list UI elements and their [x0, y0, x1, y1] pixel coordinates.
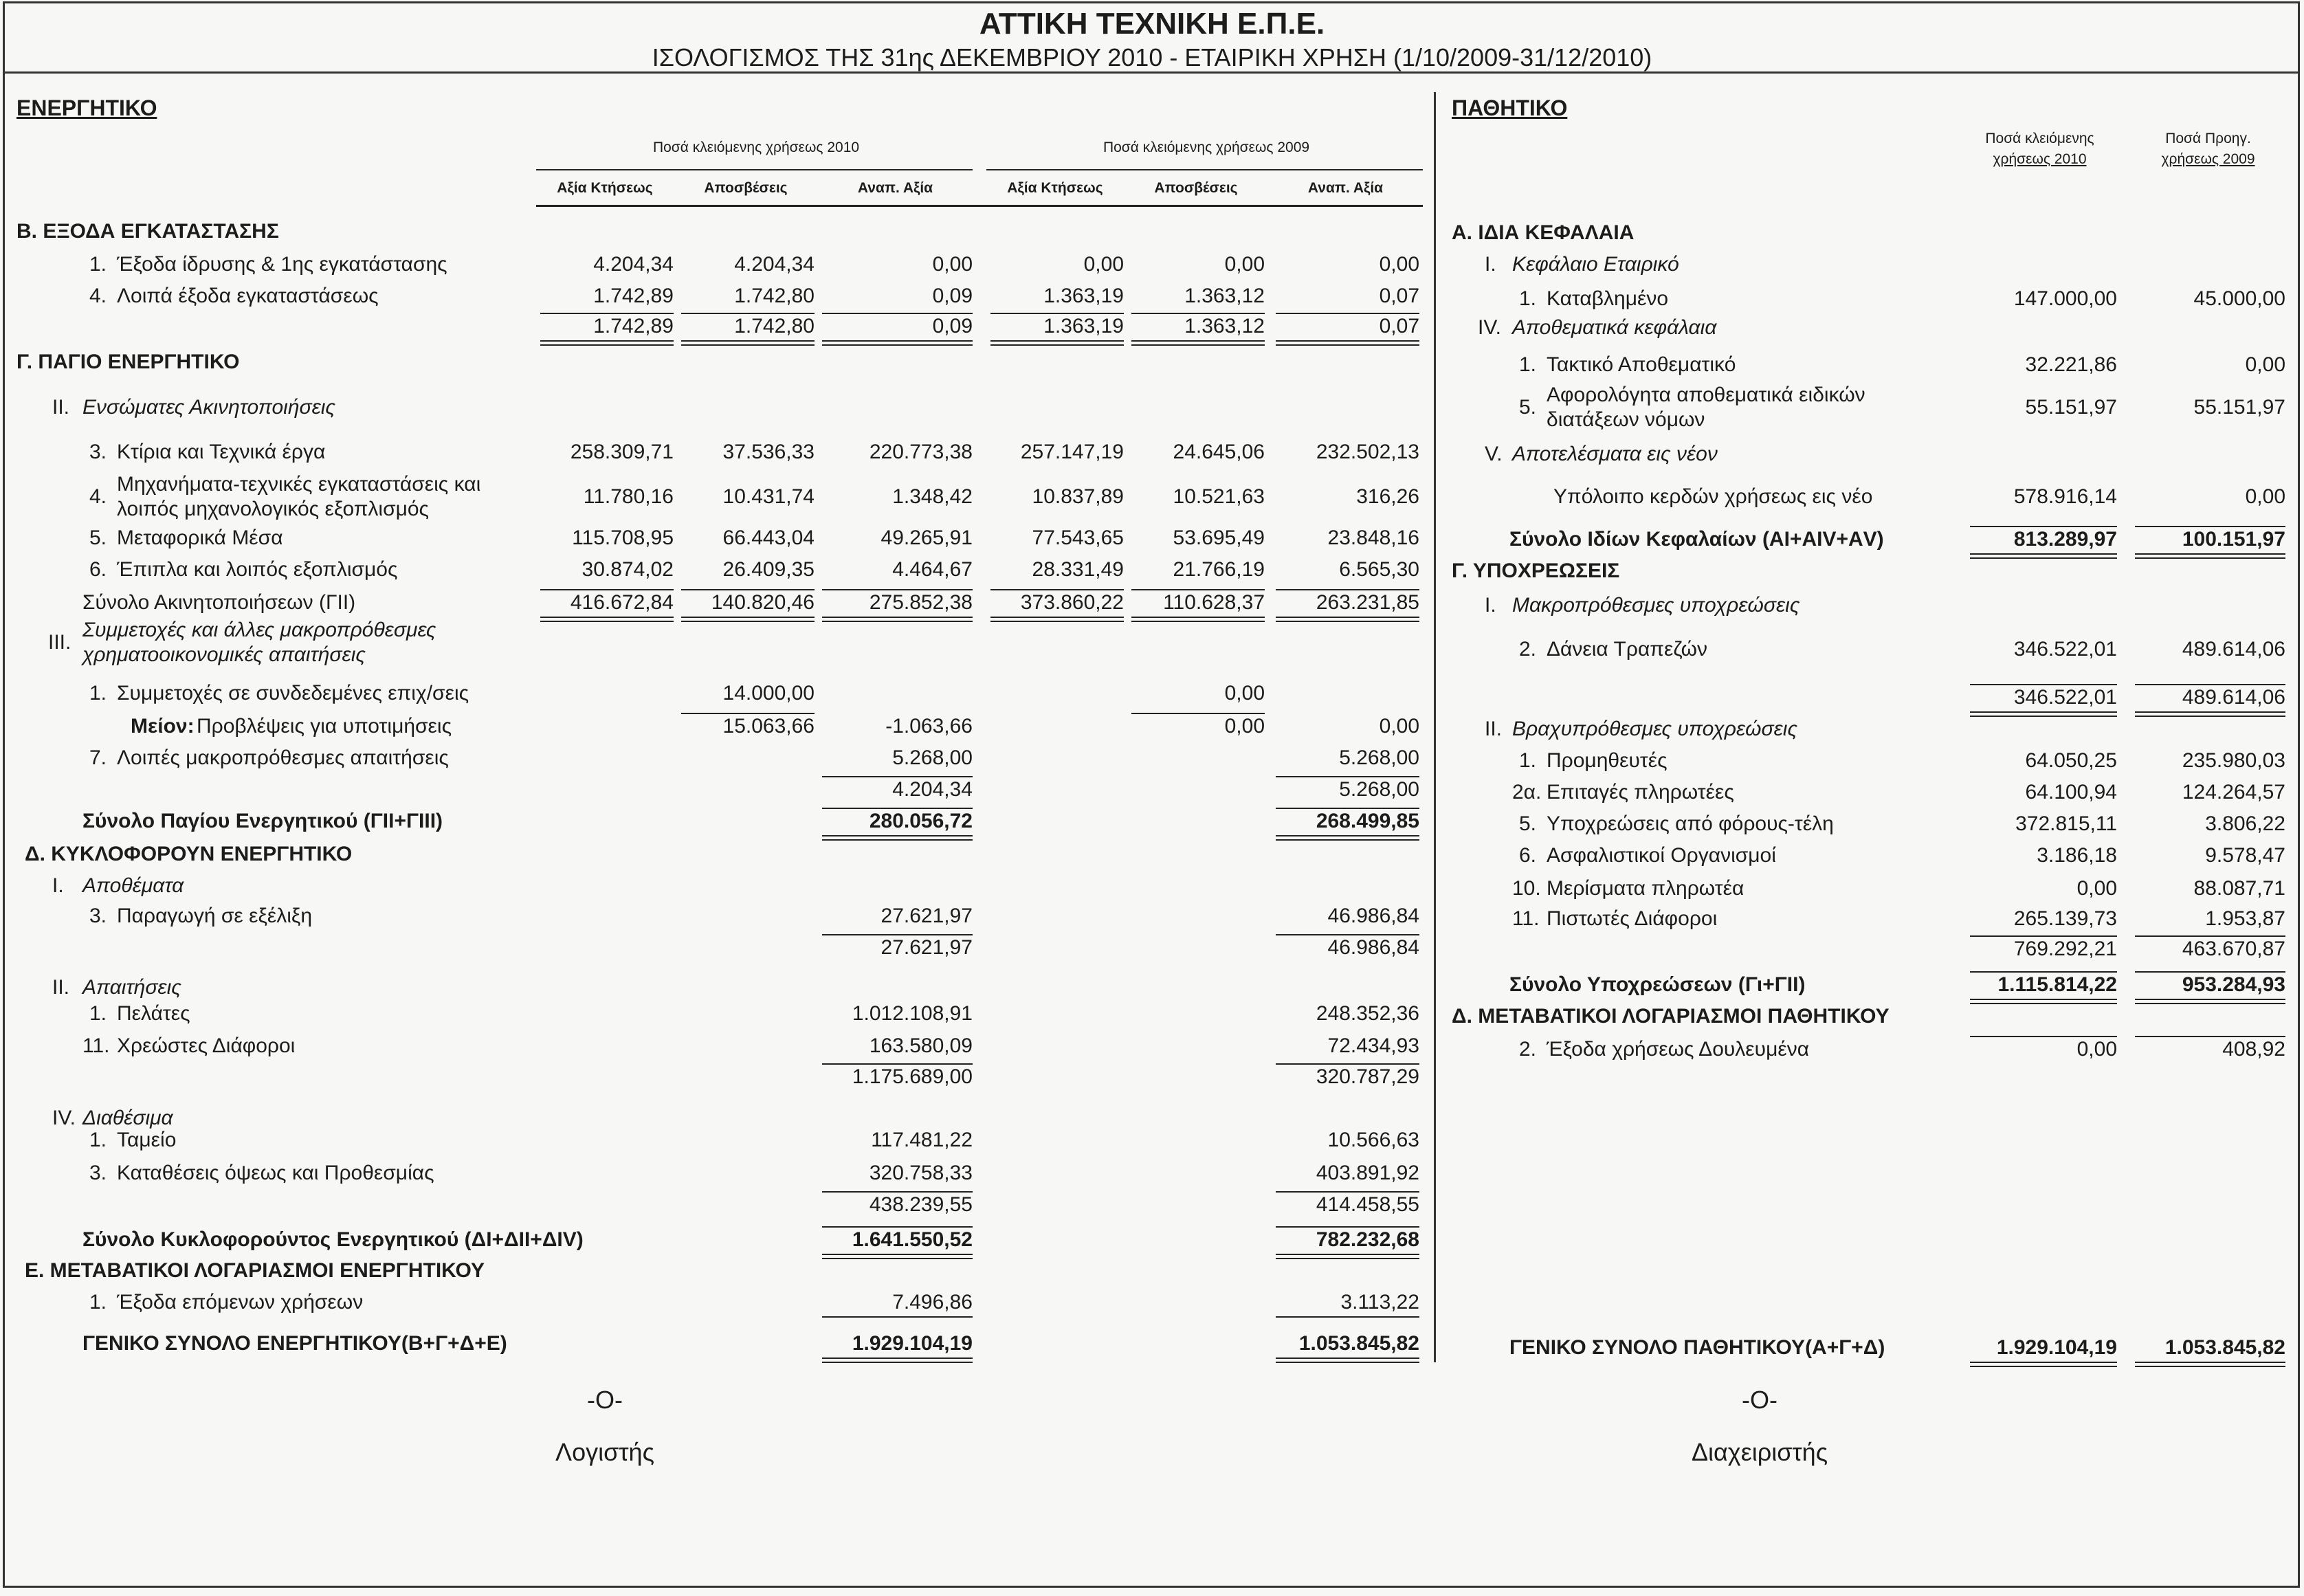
- group-2010-rule: [536, 169, 973, 170]
- total-double-rule: [1276, 1357, 1419, 1363]
- amount-cell: 140.820,46: [711, 591, 815, 614]
- row-number: 5.: [1519, 812, 1537, 835]
- total-double-rule: [1970, 711, 2117, 717]
- amount-cell: 45.000,00: [2193, 287, 2285, 310]
- sum-rule: [1276, 1063, 1419, 1065]
- row-label: Παραγωγή σε εξέλιξη: [117, 905, 313, 927]
- assets-group-2010: Ποσά κλειόμενης χρήσεως 2010: [652, 140, 860, 155]
- amount-cell: 1.742,89: [593, 285, 674, 307]
- amount-cell: 9.578,47: [2205, 844, 2285, 867]
- sum-rule: [681, 313, 815, 314]
- sum-rule: [1970, 684, 2117, 685]
- amount-cell: 4.204,34: [892, 778, 973, 801]
- total-double-rule: [1276, 617, 1419, 622]
- total-double-rule: [1276, 835, 1419, 841]
- row-label: Έξοδα επόμενων χρήσεων: [117, 1291, 364, 1314]
- total-double-rule: [2135, 1362, 2285, 1367]
- assets-group-2009: Ποσά κλειόμενης χρήσεως 2009: [1103, 140, 1310, 155]
- sum-rule: [681, 713, 815, 714]
- row-label: ΓΕΝΙΚΟ ΣΥΝΟΛΟ ΠΑΘΗΤΙΚΟΥ(Α+Γ+Δ): [1509, 1336, 1885, 1359]
- row-label-line2: χρηματοοικονομικές απαιτήσεις: [82, 643, 366, 666]
- row-label: Β. ΕΞΟΔΑ ΕΓΚΑΤΑΣΤΑΣΗΣ: [16, 220, 279, 243]
- sum-rule: [990, 313, 1124, 314]
- row-number: 10.: [1512, 877, 1541, 900]
- row-number: 4.: [89, 285, 107, 307]
- row-label: Προμηθευτές: [1547, 749, 1668, 772]
- amount-cell: 37.536,33: [722, 441, 815, 463]
- amount-cell: 49.265,91: [880, 527, 973, 549]
- amount-cell: 10.566,63: [1327, 1129, 1419, 1151]
- assets-column-header: Αξία Κτήσεως: [1007, 180, 1103, 196]
- total-double-rule: [990, 340, 1124, 346]
- row-label: Επιταγές πληρωτέες: [1547, 781, 1734, 803]
- amount-cell: 0,07: [1379, 285, 1419, 307]
- total-double-rule: [1970, 1362, 2117, 1367]
- sum-rule: [822, 934, 973, 935]
- amount-cell: 21.766,19: [1173, 558, 1265, 581]
- amount-cell: 4.464,67: [892, 558, 973, 581]
- row-number: IV.: [1478, 316, 1501, 339]
- total-double-rule: [1970, 999, 2117, 1004]
- amount-cell: 438.239,55: [869, 1193, 973, 1216]
- amount-cell: 1.742,89: [593, 315, 674, 337]
- amount-cell: 26.409,35: [722, 558, 815, 581]
- row-label: Μερίσματα πληρωτέα: [1547, 877, 1744, 900]
- amount-cell: 27.621,97: [880, 936, 973, 959]
- amount-cell: 124.264,57: [2182, 781, 2285, 803]
- amount-cell: 55.151,97: [2193, 396, 2285, 419]
- amount-cell: 115.708,95: [572, 527, 674, 549]
- column-divider: [1434, 92, 1436, 1362]
- sum-rule: [822, 313, 973, 314]
- row-label: Διαθέσιμα: [82, 1107, 173, 1129]
- assets-heading: ΕΝΕΡΓΗΤΙΚΟ: [16, 96, 157, 120]
- sum-rule: [1131, 313, 1265, 314]
- assets-column-header: Αναπ. Αξία: [857, 180, 933, 196]
- amount-cell: 1.363,12: [1184, 285, 1265, 307]
- row-label: Ταμείο: [117, 1129, 177, 1151]
- total-double-rule: [1131, 340, 1265, 346]
- row-number: 11.: [1512, 907, 1540, 930]
- row-label: Υποχρεώσεις από φόρους-τέλη: [1547, 812, 1834, 835]
- row-number: 3.: [89, 441, 107, 463]
- amount-cell: 1.053.845,82: [2164, 1336, 2285, 1359]
- sum-rule: [2135, 526, 2285, 527]
- sum-rule: [822, 1191, 973, 1193]
- company-name: ΑΤΤΙΚΗ ΤΕΧΝΙΚΗ Ε.Π.Ε.: [979, 7, 1325, 41]
- sum-rule: [1970, 1036, 2117, 1037]
- row-number: I.: [1485, 594, 1496, 617]
- amount-cell: 258.309,71: [570, 441, 674, 463]
- row-label: Χρεώστες Διάφοροι: [117, 1034, 296, 1057]
- row-label: Έπιπλα και λοιπός εξοπλισμός: [117, 558, 398, 581]
- amount-cell: 220.773,38: [869, 441, 973, 463]
- sum-rule: [822, 1316, 973, 1318]
- amount-cell: 0,00: [1083, 253, 1124, 276]
- amount-cell: 5.268,00: [1339, 746, 1419, 769]
- row-number: 1.: [89, 1002, 107, 1025]
- amount-cell: 110.628,37: [1163, 591, 1265, 614]
- liabilities-heading: ΠΑΘΗΤΙΚΟ: [1452, 96, 1568, 120]
- row-label-prefix: Μείον:: [131, 715, 195, 738]
- amount-cell: 0,00: [1224, 682, 1265, 705]
- amount-cell: 1.742,80: [734, 285, 815, 307]
- amount-cell: 1.012.108,91: [852, 1002, 973, 1025]
- manager-label: Διαχειριστής: [1691, 1438, 1828, 1466]
- amount-cell: 316,26: [1356, 485, 1419, 508]
- amount-cell: 30.874,02: [581, 558, 674, 581]
- row-label: Μακροπρόθεσμες υποχρεώσεις: [1512, 594, 1800, 617]
- row-label: Πελάτες: [117, 1002, 190, 1025]
- row-number: 7.: [89, 746, 107, 769]
- row-number: 1.: [89, 682, 107, 705]
- amount-cell: 263.231,85: [1316, 591, 1419, 614]
- liab-col-2010-line1: Ποσά κλειόμενης: [1985, 131, 2094, 146]
- amount-cell: 1.175.689,00: [852, 1065, 973, 1088]
- row-number: 3.: [89, 905, 107, 927]
- total-double-rule: [540, 340, 674, 346]
- row-label: Γ. ΠΑΓΙΟ ΕΝΕΡΓΗΤΙΚΟ: [16, 351, 240, 373]
- amount-cell: 275.852,38: [869, 591, 973, 614]
- row-number: I.: [52, 874, 64, 897]
- sum-rule: [1970, 971, 2117, 973]
- row-number: 11.: [82, 1034, 110, 1057]
- row-number: V.: [1485, 443, 1503, 465]
- amount-cell: 408,92: [2222, 1038, 2285, 1061]
- total-double-rule: [822, 1254, 973, 1259]
- amount-cell: 769.292,21: [2013, 938, 2117, 960]
- amount-cell: 3.186,18: [2037, 844, 2117, 867]
- amount-cell: 23.848,16: [1327, 527, 1419, 549]
- sum-rule: [822, 776, 973, 777]
- row-number: 1.: [89, 1129, 107, 1151]
- row-label: Σύνολο Ιδίων Κεφαλαίων (ΑΙ+ΑΙV+ΑV): [1509, 528, 1884, 551]
- row-label: Σύνολο Παγίου Ενεργητικού (ΓΙΙ+ΓΙΙΙ): [82, 810, 443, 832]
- accountant-label: Λογιστής: [555, 1438, 654, 1466]
- amount-cell: 1.363,12: [1184, 315, 1265, 337]
- sum-rule: [2135, 935, 2285, 937]
- row-number: 1.: [1519, 749, 1537, 772]
- amount-cell: 414.458,55: [1316, 1193, 1419, 1216]
- sum-rule: [540, 589, 674, 590]
- total-double-rule: [1970, 553, 2117, 559]
- sum-rule: [2135, 971, 2285, 973]
- row-number: IV.: [52, 1107, 76, 1129]
- total-double-rule: [822, 835, 973, 841]
- row-label: Βραχυπρόθεσμες υποχρεώσεις: [1512, 718, 1798, 740]
- row-label: Έξοδα χρήσεως Δουλευμένα: [1547, 1038, 1810, 1061]
- amount-cell: 0,00: [1224, 715, 1265, 738]
- amount-cell: 0,00: [2076, 1038, 2117, 1061]
- row-label: Αποτελέσματα εις νέον: [1512, 443, 1718, 465]
- row-number: 1.: [1519, 287, 1537, 310]
- amount-cell: 813.289,97: [2013, 528, 2117, 551]
- row-label-line2: λοιπός μηχανολογικός εξοπλισμός: [117, 498, 430, 520]
- amount-cell: 346.522,01: [2013, 638, 2117, 661]
- row-number: 1.: [89, 253, 107, 276]
- row-label: Συμμετοχές και άλλες μακροπρόθεσμες: [82, 619, 436, 641]
- amount-cell: 64.050,25: [2025, 749, 2117, 772]
- amount-cell: 15.063,66: [722, 715, 815, 738]
- amount-cell: 248.352,36: [1316, 1002, 1419, 1025]
- amount-cell: 0,09: [932, 315, 973, 337]
- amount-cell: 1.053.845,82: [1298, 1332, 1419, 1355]
- amount-cell: 6.565,30: [1339, 558, 1419, 581]
- total-double-rule: [822, 340, 973, 346]
- row-number: 2α.: [1512, 781, 1542, 803]
- amount-cell: 0,00: [2245, 353, 2285, 376]
- total-double-rule: [681, 340, 815, 346]
- row-number: 5.: [89, 527, 107, 549]
- sum-rule: [540, 313, 674, 314]
- sum-rule: [1276, 1191, 1419, 1193]
- liab-col-2009-line2: χρήσεως 2009: [2161, 151, 2255, 167]
- assets-header-rule: [536, 205, 1423, 207]
- amount-cell: 346.522,01: [2013, 686, 2117, 709]
- amount-cell: 27.621,97: [880, 905, 973, 927]
- row-label: Πιστωτές Διάφοροι: [1547, 907, 1718, 930]
- amount-cell: 463.670,87: [2182, 938, 2285, 960]
- sum-rule: [1131, 589, 1265, 590]
- amount-cell: 320.787,29: [1316, 1065, 1419, 1088]
- amount-cell: 320.758,33: [869, 1162, 973, 1184]
- sum-rule: [1276, 589, 1419, 590]
- amount-cell: 7.496,86: [892, 1291, 973, 1314]
- amount-cell: 66.443,04: [722, 527, 815, 549]
- amount-cell: 489.614,06: [2182, 686, 2285, 709]
- row-number: 2.: [1519, 638, 1537, 661]
- amount-cell: 235.980,03: [2182, 749, 2285, 772]
- row-number: 1.: [89, 1291, 107, 1314]
- amount-cell: 53.695,49: [1173, 527, 1265, 549]
- row-label: Σύνολο Ακινητοποιήσεων (ΓΙΙ): [82, 591, 356, 614]
- sum-rule: [1970, 526, 2117, 527]
- amount-cell: 5.268,00: [1339, 778, 1419, 801]
- amount-cell: 77.543,65: [1032, 527, 1124, 549]
- total-double-rule: [1276, 1254, 1419, 1259]
- amount-cell: 4.204,34: [734, 253, 815, 276]
- amount-cell: 163.580,09: [869, 1034, 973, 1057]
- row-number: II.: [52, 976, 70, 999]
- row-label: Υπόλοιπο κερδών χρήσεως εις νέο: [1553, 485, 1873, 508]
- amount-cell: 28.331,49: [1032, 558, 1124, 581]
- amount-cell: 1.363,19: [1043, 285, 1124, 307]
- row-label-line2: διατάξεων νόμων: [1547, 408, 1705, 431]
- row-label: Κεφάλαιο Εταιρικό: [1512, 253, 1679, 276]
- amount-cell: 3.806,22: [2205, 812, 2285, 835]
- amount-cell: 1.363,19: [1043, 315, 1124, 337]
- row-number: 5.: [1519, 396, 1537, 419]
- amount-cell: 232.502,13: [1316, 441, 1419, 463]
- row-number: II.: [1485, 718, 1503, 740]
- amount-cell: 1.929.104,19: [1996, 1336, 2117, 1359]
- sum-rule: [1276, 1226, 1419, 1228]
- sum-rule: [1131, 713, 1265, 714]
- assets-column-header: Αξία Κτήσεως: [557, 180, 653, 196]
- row-label: Καταθέσεις όψεως και Προθεσμίας: [117, 1162, 434, 1184]
- row-label: Καταβλημένο: [1547, 287, 1669, 310]
- row-label: Λοιπές μακροπρόθεσμες απαιτήσεις: [117, 746, 449, 769]
- row-number: I.: [1485, 253, 1496, 276]
- liab-col-2009-line1: Ποσά Προηγ.: [2165, 131, 2251, 146]
- row-label: Γ. ΥΠΟΧΡΕΩΣΕΙΣ: [1452, 559, 1620, 582]
- sum-rule: [822, 1226, 973, 1228]
- amount-cell: 24.645,06: [1173, 441, 1265, 463]
- row-number: 6.: [1519, 844, 1537, 867]
- row-label: Μεταφορικά Μέσα: [117, 527, 283, 549]
- amount-cell: 147.000,00: [2013, 287, 2117, 310]
- amount-cell: 0,00: [2076, 877, 2117, 900]
- total-double-rule: [540, 617, 674, 622]
- amount-cell: 11.780,16: [583, 485, 674, 508]
- row-number: 2.: [1519, 1038, 1537, 1061]
- amount-cell: 1.929.104,19: [852, 1332, 973, 1355]
- row-label: Λοιπά έξοδα εγκαταστάσεως: [117, 285, 379, 307]
- sum-rule: [822, 1063, 973, 1065]
- amount-cell: -1.063,66: [885, 715, 973, 738]
- amount-cell: 46.986,84: [1327, 905, 1419, 927]
- row-label: Αφορολόγητα αποθεματικά ειδικών: [1547, 384, 1865, 406]
- total-double-rule: [2135, 553, 2285, 559]
- row-label: Α. ΙΔΙΑ ΚΕΦΑΛΑΙΑ: [1452, 221, 1635, 244]
- amount-cell: 372.815,11: [2015, 812, 2117, 835]
- row-label: Δ. ΚΥΚΛΟΦΟΡΟΥΝ ΕΝΕΡΓΗΤΙΚΟ: [25, 843, 353, 865]
- amount-cell: 64.100,94: [2025, 781, 2117, 803]
- row-number: III.: [48, 631, 71, 654]
- amount-cell: 55.151,97: [2025, 396, 2117, 419]
- amount-cell: 88.087,71: [2193, 877, 2285, 900]
- sum-rule: [822, 589, 973, 590]
- row-label: Σύνολο Κυκλοφορούντος Ενεργητικού (ΔΙ+ΔΙΙ+ΔΙV): [82, 1228, 584, 1251]
- amount-cell: 10.521,63: [1173, 485, 1265, 508]
- total-double-rule: [822, 617, 973, 622]
- row-label: Κτίρια και Τεχνικά έργα: [117, 441, 326, 463]
- amount-cell: 416.672,84: [570, 591, 674, 614]
- sum-rule: [990, 589, 1124, 590]
- amount-cell: 0,09: [932, 285, 973, 307]
- amount-cell: 32.221,86: [2025, 353, 2117, 376]
- sum-rule: [822, 808, 973, 809]
- amount-cell: 953.284,93: [2182, 973, 2285, 996]
- row-label: Δάνεια Τραπεζών: [1547, 638, 1708, 661]
- amount-cell: 0,00: [932, 253, 973, 276]
- sum-rule: [1276, 313, 1419, 314]
- amount-cell: 578.916,14: [2013, 485, 2117, 508]
- sum-rule: [1276, 808, 1419, 809]
- accountant-mark: -O-: [587, 1386, 623, 1414]
- amount-cell: 3.113,22: [1340, 1291, 1419, 1314]
- amount-cell: 489.614,06: [2182, 638, 2285, 661]
- total-double-rule: [681, 617, 815, 622]
- total-double-rule: [990, 617, 1124, 622]
- amount-cell: 257.147,19: [1020, 441, 1124, 463]
- amount-cell: 1.348,42: [892, 485, 973, 508]
- amount-cell: 280.056,72: [869, 810, 973, 832]
- row-label: ΓΕΝΙΚΟ ΣΥΝΟΛΟ ΕΝΕΡΓΗΤΙΚΟΥ(Β+Γ+Δ+Ε): [82, 1332, 507, 1355]
- row-number: 1.: [1519, 353, 1537, 376]
- amount-cell: 5.268,00: [892, 746, 973, 769]
- row-label: Μηχανήματα-τεχνικές εγκαταστάσεις και: [117, 473, 481, 496]
- amount-cell: 403.891,92: [1316, 1162, 1419, 1184]
- row-label: Αποθεματικά κεφάλαια: [1512, 316, 1717, 339]
- row-number: 3.: [89, 1162, 107, 1184]
- amount-cell: 117.481,22: [871, 1129, 973, 1151]
- total-double-rule: [822, 1357, 973, 1363]
- sum-rule: [1276, 934, 1419, 935]
- row-label: Δ. ΜΕΤΑΒΑΤΙΚΟΙ ΛΟΓΑΡΙΑΣΜΟΙ ΠΑΘΗΤΙΚΟΥ: [1452, 1005, 1890, 1028]
- document-subtitle: ΙΣΟΛΟΓΙΣΜΟΣ ΤΗΣ 31ης ΔΕΚΕΜΒΡΙΟΥ 2010 - ΕΤΑΙΡΙΚΗ ΧΡΗΣΗ (1/10/2009-31/12/2010): [652, 43, 1652, 71]
- row-number: 6.: [89, 558, 107, 581]
- amount-cell: 10.431,74: [722, 485, 815, 508]
- amount-cell: 1.641.550,52: [852, 1228, 973, 1251]
- group-2009-rule: [986, 169, 1423, 170]
- amount-cell: 0,07: [1379, 315, 1419, 337]
- assets-column-header: Αναπ. Αξία: [1307, 180, 1384, 196]
- row-label: Έξοδα ίδρυσης & 1ης εγκατάστασης: [117, 253, 447, 276]
- amount-cell: 268.499,85: [1316, 810, 1419, 832]
- amount-cell: 1.742,80: [734, 315, 815, 337]
- sum-rule: [1276, 1316, 1419, 1318]
- amount-cell: 782.232,68: [1316, 1228, 1419, 1251]
- amount-cell: 10.837,89: [1032, 485, 1124, 508]
- row-label: Συμμετοχές σε συνδεδεμένες επιχ/σεις: [117, 682, 469, 705]
- row-label: Σύνολο Υποχρεώσεων (Γι+ΓΙΙ): [1509, 973, 1806, 996]
- row-label: Ασφαλιστικοί Οργανισμοί: [1547, 844, 1776, 867]
- total-double-rule: [2135, 711, 2285, 717]
- total-double-rule: [1131, 617, 1265, 622]
- row-label: Απαιτήσεις: [82, 976, 181, 999]
- row-label: Προβλέψεις για υποτιμήσεις: [197, 715, 452, 738]
- row-label: Ενσώματες Ακινητοποιήσεις: [82, 396, 336, 419]
- amount-cell: 0,00: [1379, 715, 1419, 738]
- amount-cell: 0,00: [1224, 253, 1265, 276]
- amount-cell: 100.151,97: [2182, 528, 2285, 551]
- manager-mark: -O-: [1742, 1386, 1777, 1414]
- assets-column-header: Αποσβέσεις: [704, 180, 788, 196]
- row-number: 4.: [89, 485, 107, 508]
- sum-rule: [1970, 935, 2117, 937]
- header-divider: [3, 71, 2300, 74]
- sum-rule: [681, 589, 815, 590]
- total-double-rule: [2135, 999, 2285, 1004]
- liab-col-2010-line2: χρήσεως 2010: [1993, 151, 2087, 167]
- assets-column-header: Αποσβέσεις: [1154, 180, 1238, 196]
- sum-rule: [2135, 1036, 2285, 1037]
- amount-cell: 46.986,84: [1327, 936, 1419, 959]
- amount-cell: 373.860,22: [1020, 591, 1124, 614]
- amount-cell: 1.953,87: [2205, 907, 2285, 930]
- amount-cell: 0,00: [2245, 485, 2285, 508]
- sum-rule: [2135, 684, 2285, 685]
- amount-cell: 4.204,34: [593, 253, 674, 276]
- amount-cell: 14.000,00: [722, 682, 815, 705]
- row-label: Τακτικό Αποθεματικό: [1547, 353, 1736, 376]
- total-double-rule: [1276, 340, 1419, 346]
- row-label: Αποθέματα: [82, 874, 184, 897]
- amount-cell: 72.434,93: [1327, 1034, 1419, 1057]
- amount-cell: 265.139,73: [2013, 907, 2117, 930]
- sum-rule: [1276, 776, 1419, 777]
- row-label: Ε. ΜΕΤΑΒΑΤΙΚΟΙ ΛΟΓΑΡΙΑΣΜΟΙ ΕΝΕΡΓΗΤΙΚΟΥ: [25, 1259, 485, 1282]
- amount-cell: 1.115.814,22: [1997, 973, 2117, 996]
- row-number: II.: [52, 396, 70, 419]
- amount-cell: 0,00: [1379, 253, 1419, 276]
